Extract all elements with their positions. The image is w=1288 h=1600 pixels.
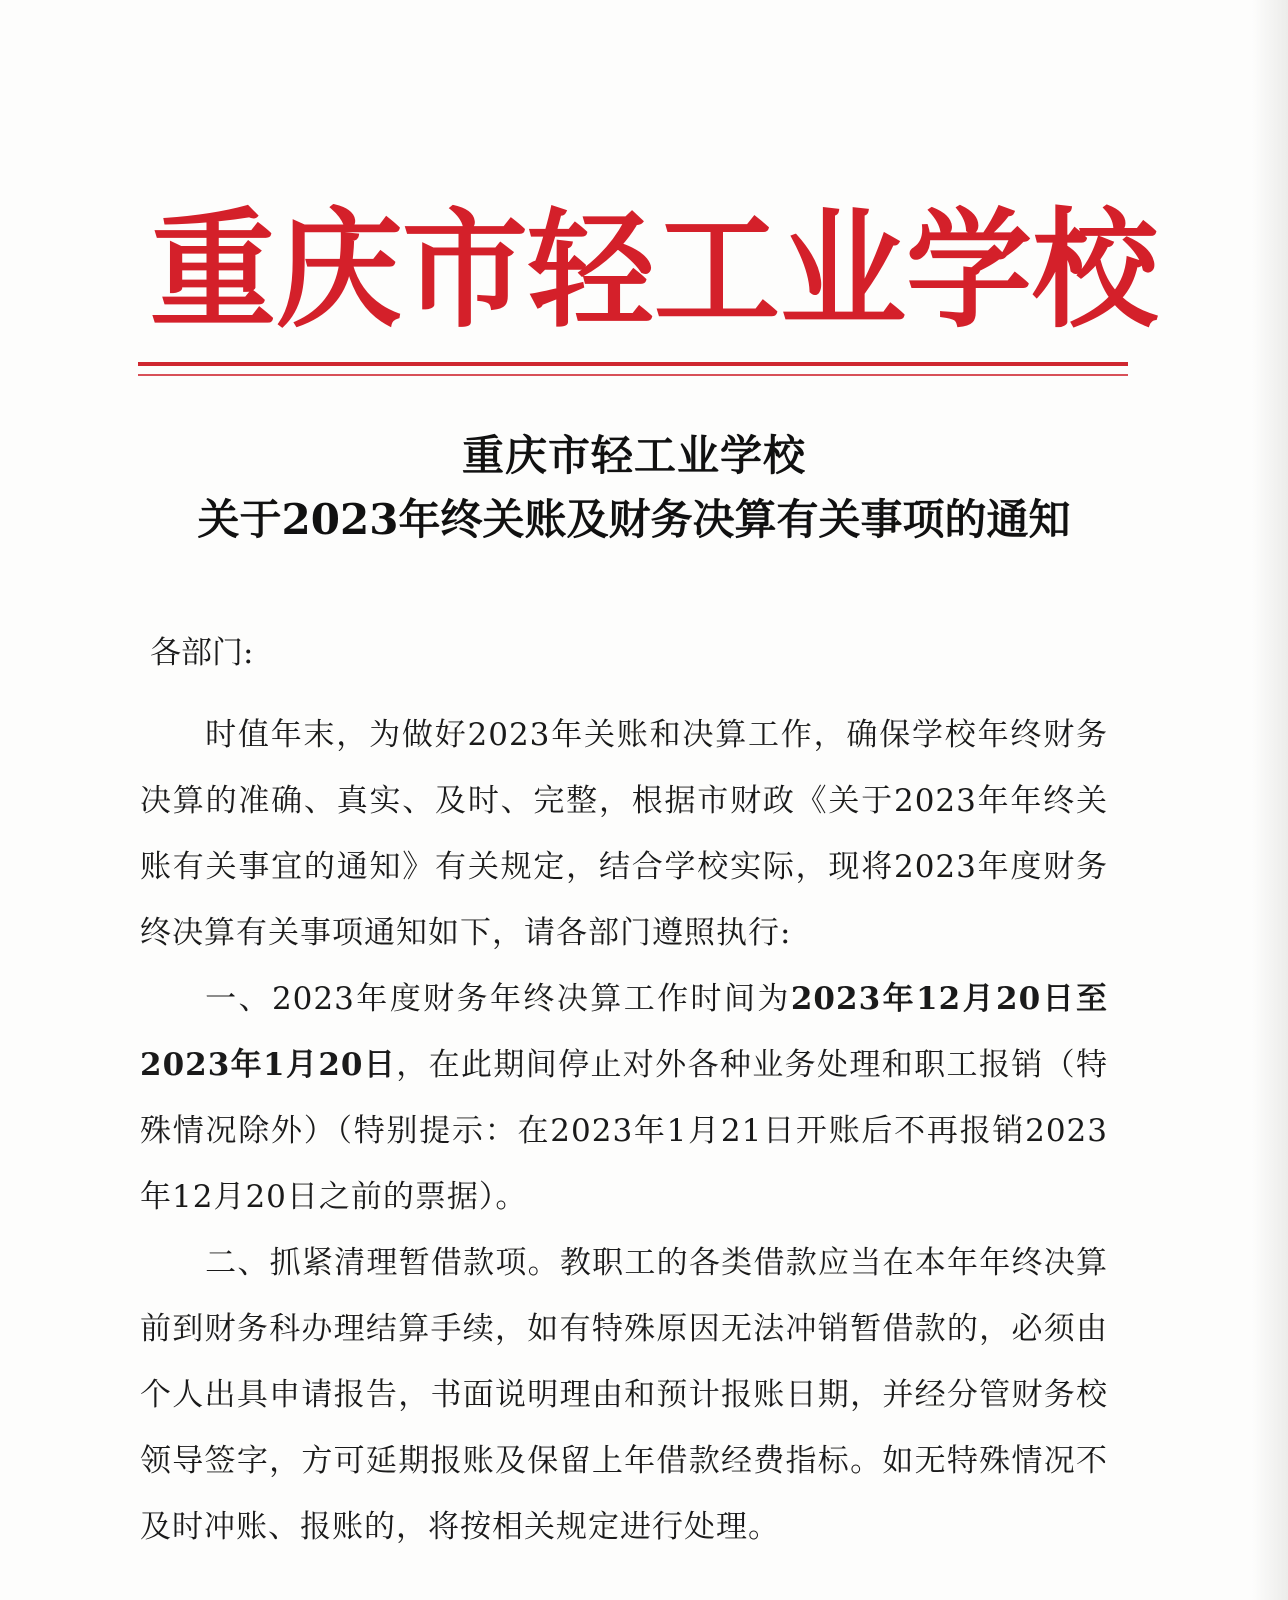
title-line1-text: 重庆市轻工业学校 — [461, 431, 806, 480]
letterhead-char: 业 — [780, 195, 906, 346]
letterhead-char: 重 — [150, 195, 276, 346]
letterhead-char: 庆 — [276, 195, 402, 346]
letterhead-char: 学 — [906, 195, 1032, 346]
letterhead — [150, 195, 1158, 346]
page-edge-shadow — [1252, 0, 1288, 1600]
letterhead-char: 工 — [654, 195, 780, 346]
paragraph-intro: 时值年末，为做好2023年关账和决算工作，确保学校年终财务决算的准确、真实、及时、完整，根据市财政《关于2023年年终关账有关事宜的通知》有关规定，结合学校实际，现将2023年度财务终决算有关事项通知如下，请各部门遵照执行: — [140, 717, 1108, 951]
title-line2-text: 关于2023年终关账及财务决算有关事项的通知 — [197, 495, 1071, 544]
document-body — [140, 702, 1108, 1560]
paragraph-item-1 — [140, 966, 1108, 1230]
item1-text-suffix: ，在此期间停止对外各种业务处理和职工报销（特殊情况除外）（特别提示：在2023年1月21日开账后不再报销2023年12月20日之前的票据）。 — [140, 1047, 1108, 1215]
letterhead-rule-thick — [138, 362, 1128, 366]
item1-text-prefix: 一、2023年度财务年终决算工作时间为 — [205, 981, 791, 1017]
letterhead-char: 市 — [402, 195, 528, 346]
letterhead-char: 轻 — [528, 195, 654, 346]
letterhead-char: 校 — [1032, 195, 1158, 346]
paragraph-item-2: 二、抓紧清理暂借款项。教职工的各类借款应当在本年年终决算前到财务科办理结算手续，如有特殊原因无法冲销暂借款的，必须由个人出具申请报告，书面说明理由和预计报账日期，并经分管财务校领导签字，方可延期报账及保留上年借款经费指标。如无特殊情况不及时冲账、报账的，将按相关规定进行处理。 — [140, 1245, 1108, 1545]
document-title-line1 — [0, 428, 1288, 484]
letterhead-rule-thin — [138, 374, 1128, 376]
item1-date-range: 2023年12月20日至2023年1月20日 — [140, 981, 1108, 1083]
document-title-line2 — [0, 492, 1288, 548]
salutation: 各部门: — [150, 635, 254, 671]
